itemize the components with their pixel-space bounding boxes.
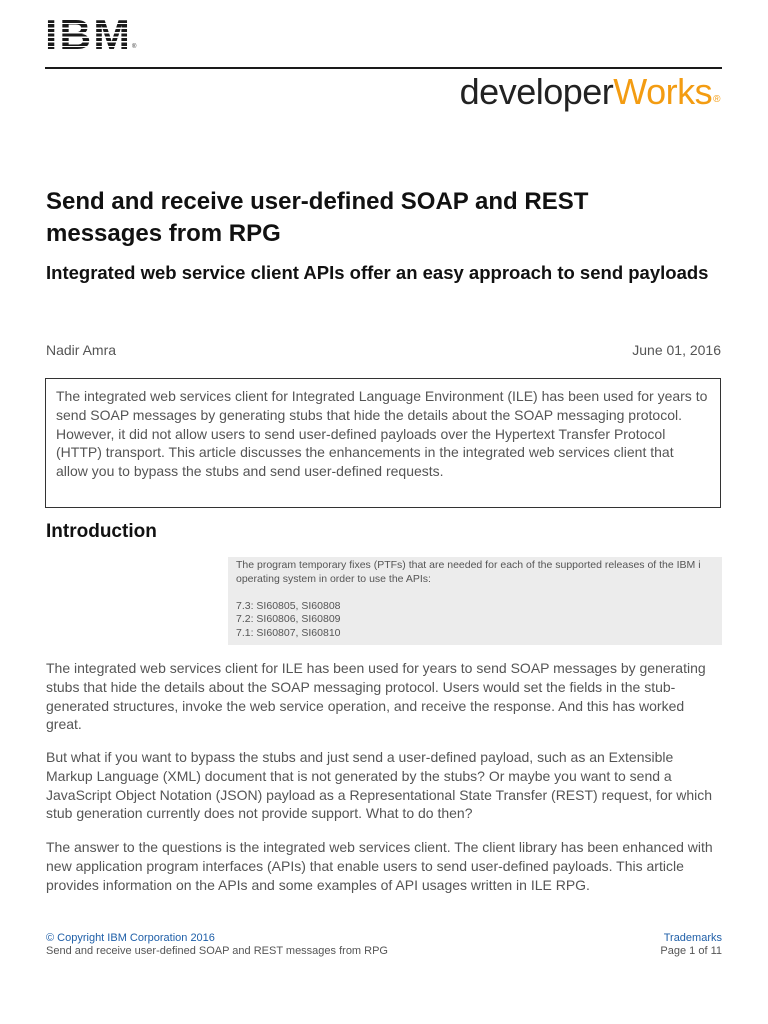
header-divider (45, 67, 722, 69)
footer-doc-title: Send and receive user-defined SOAP and REST messages from RPG (46, 945, 388, 957)
intro-paragraph-3: The answer to the questions is the integrated web services client. The client library has been enhanced with new application program interfaces (APIs) that enable users to send user-defined payloads. This article provides information on the APIs and some examples of API usages written in ILE RPG. (46, 839, 713, 893)
ptf-item: 7.2: SI60806, SI60809 (236, 613, 341, 625)
intro-paragraph-1: The integrated web services client for ILE has been used for years to send SOAP messages by generating stubs that hide the details about the SOAP messaging protocol. Users would set the fields in the stub-generated structures, invoke the web service operation, and receive the response. And this has worked great. (46, 660, 706, 733)
developerworks-registered-mark: ® (713, 94, 720, 105)
article-date: June 01, 2016 (632, 342, 721, 358)
section-heading-introduction: Introduction (46, 521, 157, 542)
ptf-note-sidebar (228, 557, 722, 645)
footer-right (660, 932, 722, 958)
developerworks-prefix: developer (459, 71, 614, 112)
ibm-logo: IBM (45, 11, 133, 58)
page-number: Page 1 of 11 (660, 945, 722, 957)
footer-left (46, 932, 406, 958)
abstract-box: The integrated web services client for Integrated Language Environment (ILE) has been used for years to send SOAP messages by generating stubs that hide the details about the SOAP messaging protocol. However, it did not allow users to send user-defined payloads over the Hypertext Transfer Protocol (HTTP) transport. This article discusses the enhancements in the integrated web services client that allow you to bypass the stubs and send user-defined requests. (45, 378, 721, 508)
article-title: Send and receive user-defined SOAP and REST messages from RPG (46, 188, 589, 247)
ptf-note-spacer (236, 586, 712, 600)
ptf-item: 7.3: SI60805, SI60808 (236, 599, 341, 612)
developerworks-logo (460, 72, 720, 120)
copyright-link[interactable]: © Copyright IBM Corporation 2016 (46, 932, 215, 944)
article-author: Nadir Amra (46, 342, 117, 358)
intro-paragraph-2: But what if you want to bypass the stubs and just send a user-defined payload, such as an Extensible Markup Language (XML) document that is not generated by the stubs? Or maybe you want to send a JavaScript Object Notation (JSON) payload as a Representational State Transfer (REST) request, for which stub generation currently does not provide support. What to do then? (46, 749, 713, 822)
developerworks-suffix: Works (613, 71, 713, 112)
ibm-registered-mark: ® (132, 44, 137, 50)
article-subtitle: Integrated web service client APIs offer an easy approach to send payloads (46, 262, 709, 283)
ptf-item: 7.1: SI60807, SI60810 (236, 626, 341, 639)
trademarks-link[interactable]: Trademarks (663, 932, 722, 944)
ptf-note-intro: The program temporary fixes (PTFs) that are needed for each of the supported releases of the IBM i operating system in order to use the APIs: (236, 559, 701, 585)
